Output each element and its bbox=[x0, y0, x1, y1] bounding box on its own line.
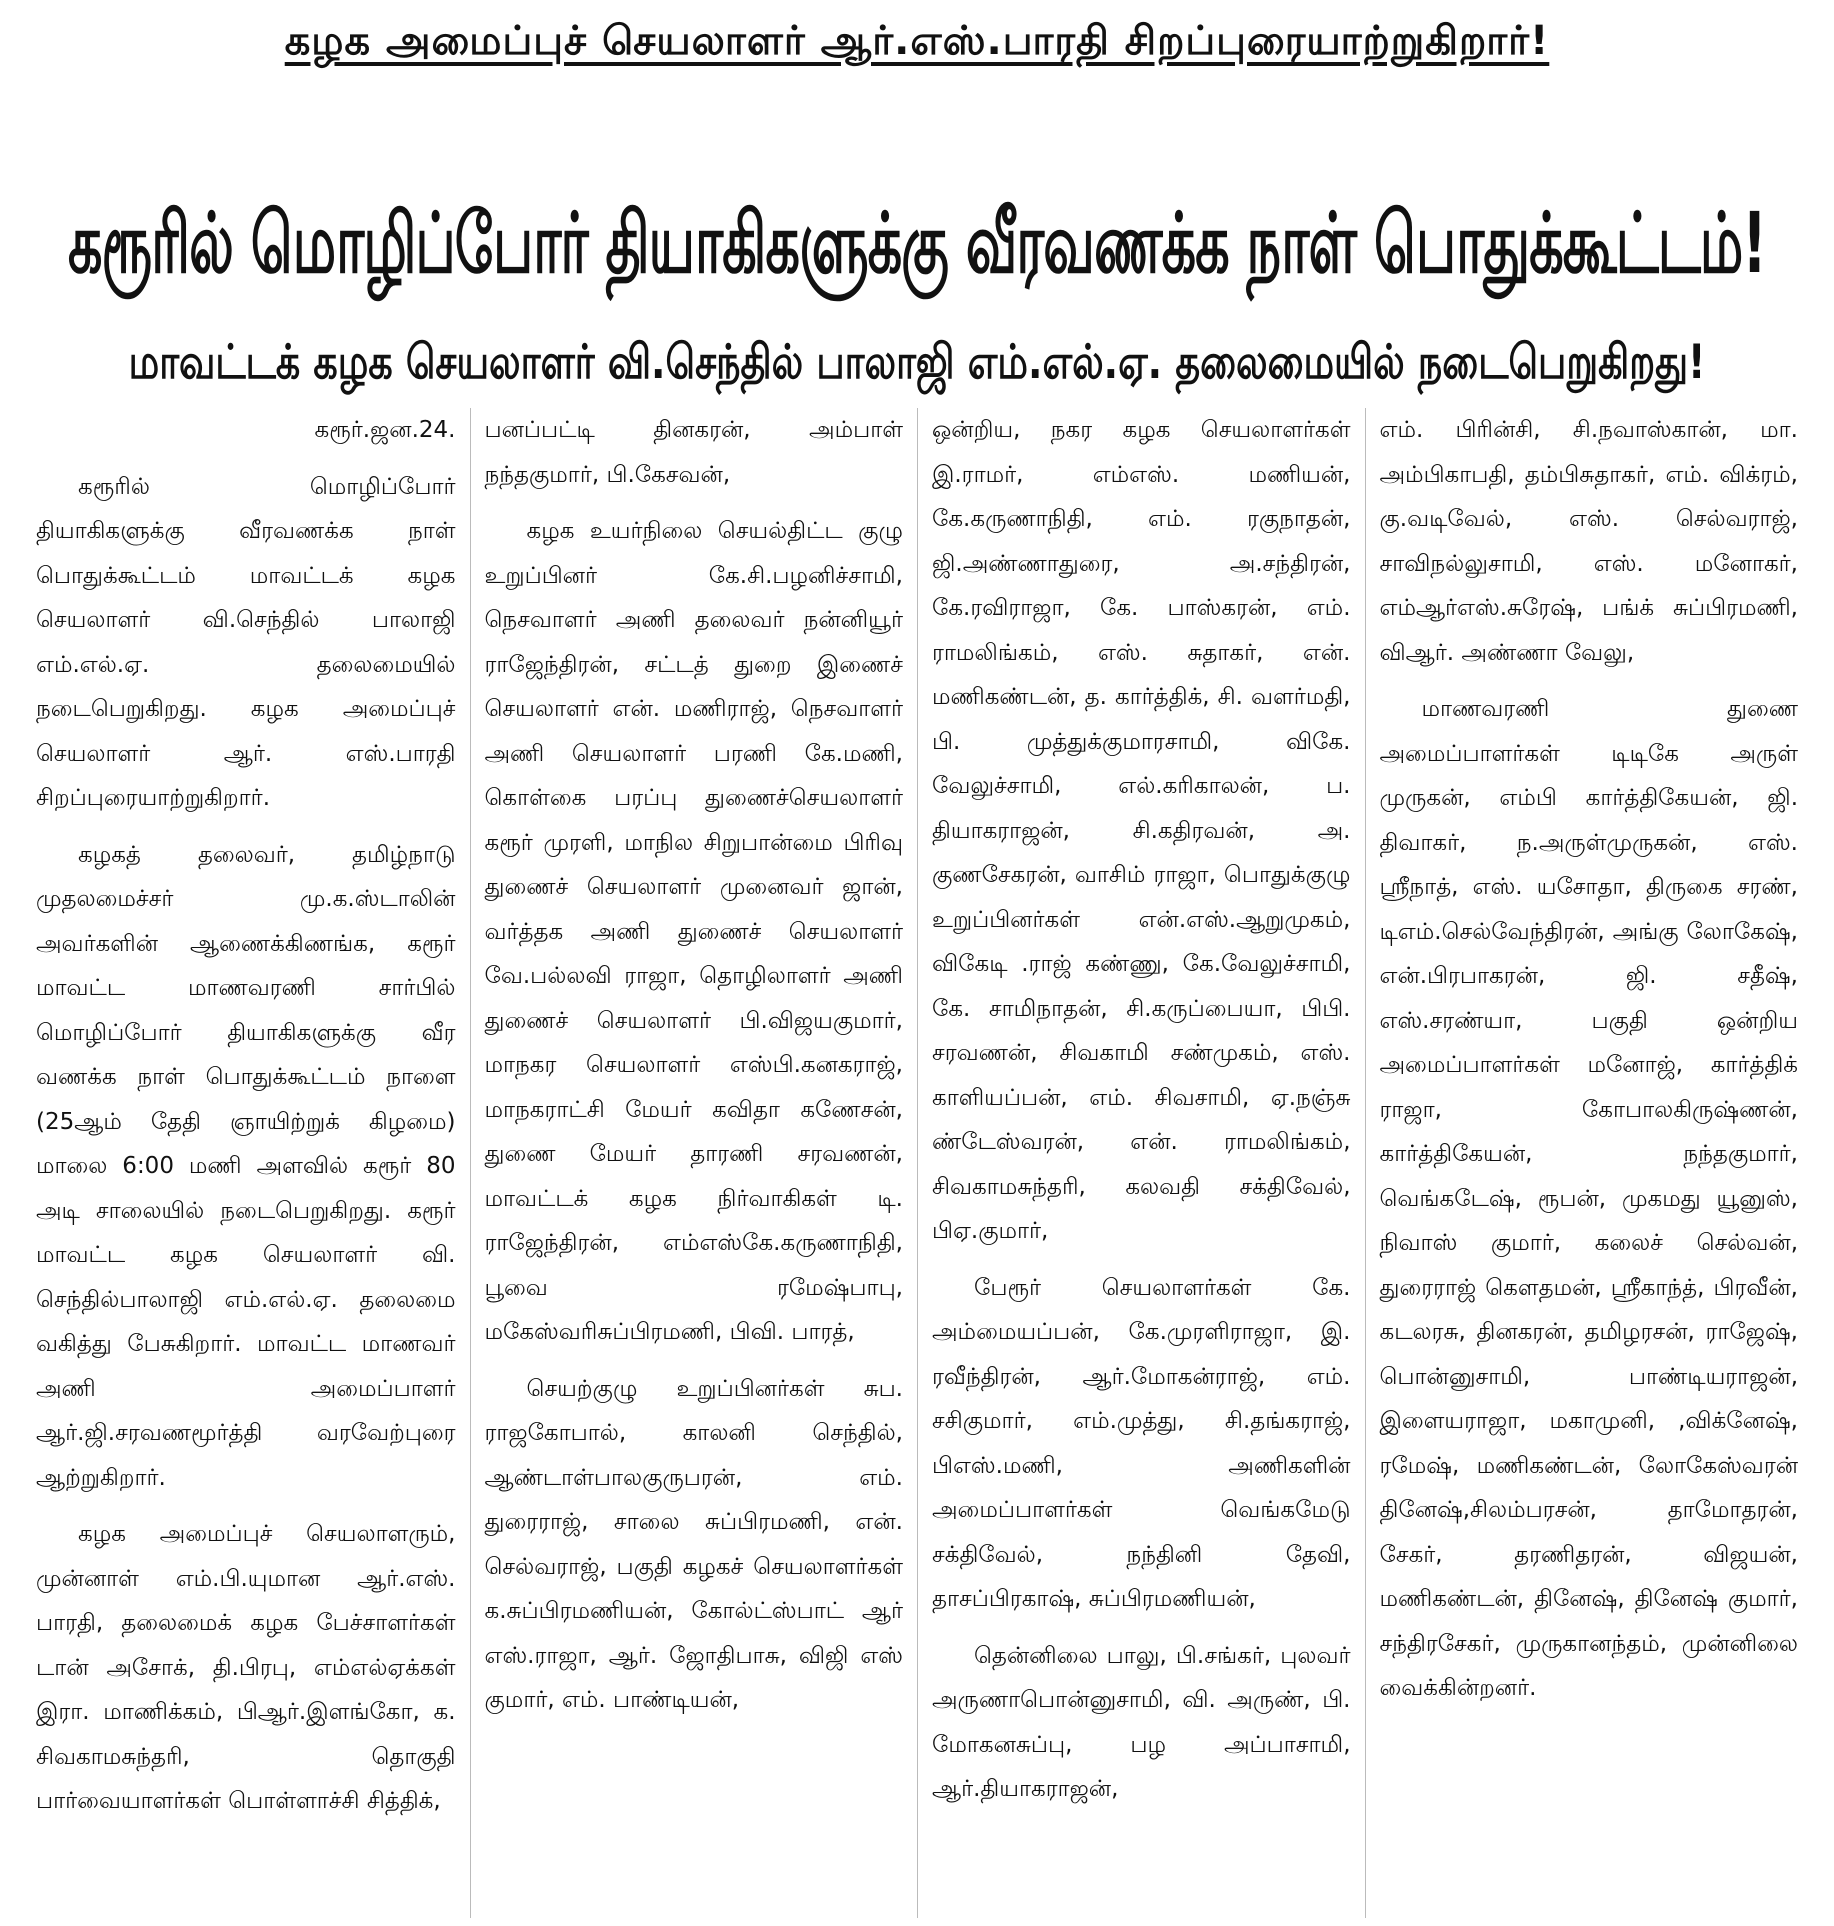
article-paragraph: கழக உயர்நிலை செயல்திட்ட குழு உறுப்பினர் கே.சி.பழனிச்சாமி, நெசவாளர் அணி தலைவர் நன்னியூர் ராஜேந்திரன், சட்டத் துறை இணைச் செயலாளர் என். மணிராஜ், நெசவாளர் அணி செயலாளர் பரணி கே.மணி, கொள்கை பரப்பு துணைச்செயலாளர் கரூர் முரளி, மாநில சிறுபான்மை பிரிவு துணைச் செயலாளர் முனைவர் ஜான், வர்த்தக அணி துணைச் செயலாளர் வே.பல்லவி ராஜா, தொழிலாளர் அணி துணைச் செயலாளர் பி.விஜயகுமார், மாநகர செயலாளர் எஸ்பி.கனகராஜ், மாநகராட்சி மேயர் கவிதா கணேசன், துணை மேயர் தாரணி சரவணன், மாவட்டக் கழக நிர்வாகிகள் டி. ராஜேந்திரன், எம்எஸ்கே.கருணாநிதி, பூவை ரமேஷ்பாபு, மகேஸ்வரிசுப்பிரமணி, பிவி. பாரத், bbox=[484, 518, 903, 1345]
sub-headline: மாவட்டக் கழக செயலாளர் வி.செந்தில் பாலாஜி எம்.எல்.ஏ. தலைமையில் நடைபெறுகிறது! bbox=[128, 334, 1706, 390]
article-paragraph: பனப்பட்டி தினகரன், அம்பாள் நந்தகுமார், பி.கேசவன், bbox=[484, 417, 903, 488]
article-paragraph: கழகத் தலைவர், தமிழ்நாடு முதலமைச்சர் மு.க.ஸ்டாலின் அவர்களின் ஆணைக்கிணங்க, கரூர் மாவட்ட மாணவரணி சார்பில் மொழிப்போர் தியாகிகளுக்கு வீர வணக்க நாள் பொதுக்கூட்டம் நாளை (25ஆம் தேதி ஞாயிற்றுக் கிழமை) மாலை 6:00 மணி அளவில் கரூர் 80 அடி சாலையில் நடைபெறுகிறது. கரூர் மாவட்ட கழக செயலாளர் வி. செந்தில்பாலாஜி எம்.எல்.ஏ. தலைமை வகித்து பேசுகிறார். மாவட்ட மாணவர் அணி அமைப்பாளர் ஆர்.ஜி.சரவணமூர்த்தி வரவேற்புரை ஆற்றுகிறார். bbox=[36, 841, 456, 1491]
main-headline: கரூரில் மொழிப்போர் தியாகிகளுக்கு வீரவணக்க நாள் பொதுக்கூட்டம்! bbox=[68, 194, 1766, 293]
article-paragraph: கழக அமைப்புச் செயலாளரும், முன்னாள் எம்.பி.யுமான ஆர்.எஸ். பாரதி, தலைமைக் கழக பேச்சாளர்கள் டான் அசோக், தி.பிரபு, எம்எல்ஏக்கள் இரா. மாணிக்கம், பிஆர்.இளங்கோ, க. சிவகாமசுந்தரி, தொகுதி பார்வையாளர்கள் பொள்ளாச்சி சித்திக், bbox=[36, 1521, 456, 1814]
article-paragraph: தென்னிலை பாலு, பி.சங்கர், புலவர் அருணாபொன்னுசாமி, வி. அருண், பி. மோகனசுப்பு, பழ அப்பாசாமி, ஆர்.தியாகராஜன், bbox=[932, 1642, 1351, 1802]
article-paragraph: கரூரில் மொழிப்போர் தியாகிகளுக்கு வீரவணக்க நாள் பொதுக்கூட்டம் மாவட்டக் கழக செயலாளர் வி.செந்தில் பாலாஜி எம்.எல்.ஏ. தலைமையில் நடைபெறுகிறது. கழக அமைப்புச் செயலாளர் ஆர். எஸ்.பாரதி சிறப்புரையாற்றுகிறார். bbox=[36, 473, 456, 811]
dateline: கரூர்.ஜன.24. bbox=[314, 417, 456, 443]
article-paragraph: மாணவரணி துணை அமைப்பாளர்கள் டிடிகே அருள் முருகன், எம்பி கார்த்திகேயன், ஜி. திவாகர், ந.அருள்முருகன், எஸ். ஸ்ரீநாத், எஸ். யசோதா, திருகை சரண், டிஎம்.செல்வேந்திரன், அங்கு லோகேஷ், என்.பிரபாகரன், ஜி. சதீஷ், எஸ்.சரண்யா, பகுதி ஒன்றிய அமைப்பாளர்கள் மனோஜ், கார்த்திக் ராஜா, கோபாலகிருஷ்ணன், கார்த்திகேயன், நந்தகுமார், வெங்கடேஷ், ரூபன், முகமது யூனுஸ், நிவாஸ் குமார், கலைச் செல்வன், துரைராஜ் கௌதமன், ஸ்ரீகாந்த், பிரவீன், கடலரசு, தினகரன், தமிழரசன், ராஜேஷ், பொன்னுசாமி, பாண்டியராஜன், இளையராஜா, மகாமுனி, ,விக்னேஷ், ரமேஷ், மணிகண்டன், லோகேஸ்வரன் தினேஷ்,சிலம்பரசன், தாமோதரன், சேகர், தரணிதரன், விஜயன், மணிகண்டன், தினேஷ், தினேஷ் குமார், சந்திரசேகர், முருகானந்தம், முன்னிலை வைக்கின்றனர். bbox=[1379, 696, 1798, 1701]
article-paragraph: செயற்குழு உறுப்பினர்கள் சுப. ராஜகோபால், காலனி செந்தில், ஆண்டாள்பாலகுருபரன், எம். துரைராஜ், சாலை சுப்பிரமணி, என். செல்வராஜ், பகுதி கழகச் செயலாளர்கள் க.சுப்பிரமணியன், கோல்ட்ஸ்பாட் ஆர் எஸ்.ராஜா, ஆர். ஜோதிபாசு, விஜி எஸ் குமார், எம். பாண்டியன், bbox=[484, 1375, 903, 1713]
article-column-4 bbox=[1365, 408, 1813, 1918]
article-paragraph: எம். பிரின்சி, சி.நவாஸ்கான், மா. அம்பிகாபதி, தம்பிசுதாகர், எம். விக்ரம், கு.வடிவேல், எஸ். செல்வராஜ், சாவிநல்லுசாமி, எஸ். மனோகர், எம்ஆர்எஸ்.சுரேஷ், பங்க் சுப்பிரமணி, விஆர். அண்ணா வேலு, bbox=[1379, 417, 1798, 666]
article-paragraph: ஒன்றிய, நகர கழக செயலாளர்கள் இ.ராமர், எம்எஸ். மணியன், கே.கருணாநிதி, எம். ரகுநாதன், ஜி.அண்ணாதுரை, அ.சந்திரன், கே.ரவிராஜா, கே. பாஸ்கரன், எம். ராமலிங்கம், எஸ். சுதாகர், என். மணிகண்டன், த. கார்த்திக், சி. வளர்மதி, பி. முத்துக்குமாரசாமி, விகே. வேலுச்சாமி, எல்.கரிகாலன், ப. தியாகராஜன், சி.கதிரவன், அ. குணசேகரன், வாசிம் ராஜா, பொதுக்குழு உறுப்பினர்கள் என்.எஸ்.ஆறுமுகம், விகேடி .ராஜ் கண்ணு, கே.வேலுச்சாமி, கே. சாமிநாதன், சி.கருப்பையா, பிபி. சரவணன், சிவகாமி சண்முகம், எஸ். காளியப்பன், எம். சிவசாமி, ஏ.நஞ்சு ண்டேஸ்வரன், என். ராமலிங்கம், சிவகாமசுந்தரி, கலவதி சக்திவேல், பிஏ.குமார், bbox=[932, 417, 1351, 1244]
article-column-1 bbox=[22, 408, 470, 1918]
article-column-2 bbox=[470, 408, 918, 1918]
article-column-3 bbox=[917, 408, 1365, 1918]
article-body bbox=[22, 408, 1812, 1918]
article-paragraph: பேரூர் செயலாளர்கள் கே. அம்மையப்பன், கே.முரளிராஜா, இ. ரவீந்திரன், ஆர்.மோகன்ராஜ், எம். சசிகுமார், எம்.முத்து, சி.தங்கராஜ், பிஎஸ்.மணி, அணிகளின் அமைப்பாளர்கள் வெங்கமேடு சக்திவேல், நந்தினி தேவி, தாசப்பிரகாஷ், சுப்பிரமணியன், bbox=[932, 1274, 1351, 1612]
kicker-headline: கழக அமைப்புச் செயலாளர் ஆர்.எஸ்.பாரதி சிறப்புரையாற்றுகிறார்! bbox=[284, 18, 1550, 64]
